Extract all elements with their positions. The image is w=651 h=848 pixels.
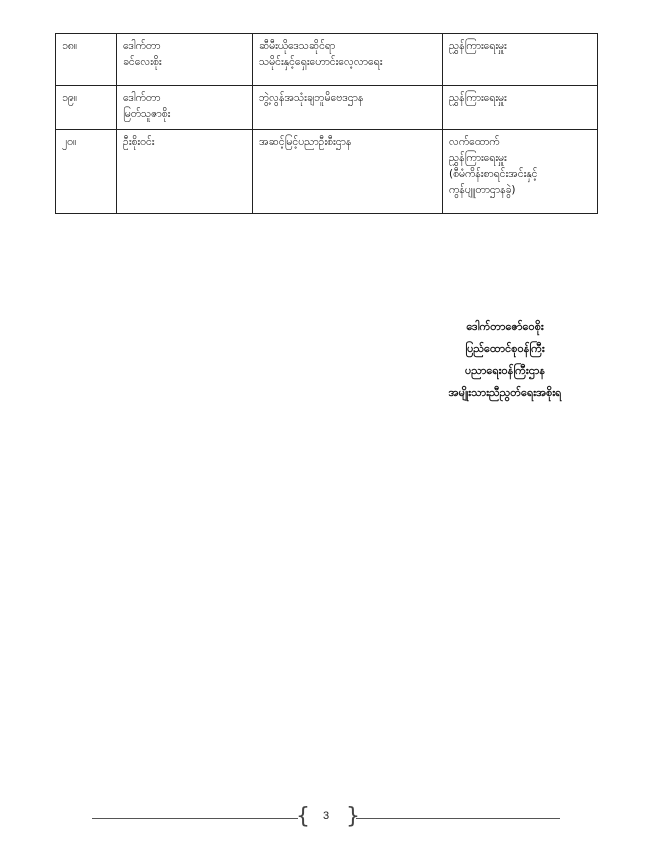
department-line: သမိုင်းနှင့်ရှေးဟောင်းလေ့လာရေး: [259, 56, 383, 68]
department-cell: [253, 130, 443, 214]
position-cell: [443, 130, 598, 214]
department-cell: [253, 34, 443, 86]
table-row: [56, 86, 598, 130]
position-line: ကွန်ပျူတာဌာနခွဲ): [449, 184, 516, 196]
bracket-left-icon: {: [296, 804, 310, 829]
position-line: (စီမံကိန်းစာရင်းအင်းနှင့်: [449, 168, 538, 180]
page-number: 3: [322, 810, 330, 822]
position-line: ညွှန်ကြားရေးမှူး: [449, 40, 507, 52]
position-cell: [443, 86, 598, 130]
department-cell: [253, 86, 443, 130]
position-line: လက်ထောက်: [449, 136, 500, 148]
name-line: ဦးစိုးဝင်း: [123, 136, 155, 148]
signatory-government: အမျိုးသားညီညွတ်ရေးအစိုးရ: [448, 386, 562, 399]
name-line: ဒေါက်တာ: [123, 40, 161, 52]
name-line: မြတ်သူဇာစိုး: [123, 108, 171, 120]
position-line: ညွှန်ကြားရေးမှူး: [449, 92, 507, 104]
bracket-right-icon: }: [346, 804, 360, 829]
table-row: [56, 34, 598, 86]
department-line: ဘွဲ့လွန်အသုံးချဘူမိဗေဒဌာန: [259, 92, 364, 104]
position-cell: [443, 34, 598, 86]
row-number: ၁၈။: [62, 40, 78, 52]
footer-rule-left: [92, 818, 298, 819]
row-number-cell: [56, 130, 117, 214]
name-line: ဒေါက်တာ: [123, 92, 161, 104]
name-cell: [117, 34, 253, 86]
name-cell: [117, 86, 253, 130]
signatory-ministry: ပညာရေးဝန်ကြီးဌာန: [464, 364, 546, 377]
position-line: ညွှန်ကြားရေးမှူး: [449, 152, 507, 164]
row-number-cell: [56, 86, 117, 130]
signatory-name: ဒေါက်တာဇော်ဝေစိုး: [466, 320, 544, 333]
signatory-title: ပြည်ထောင်စုဝန်ကြီး: [465, 342, 545, 355]
staff-table: [55, 33, 598, 214]
footer-rule-right: [356, 818, 560, 819]
row-number-cell: [56, 34, 117, 86]
name-cell: [117, 130, 253, 214]
page-footer: [92, 806, 560, 830]
row-number: ၁၉။: [62, 92, 77, 104]
table-row: [56, 130, 598, 214]
signature-block: [405, 316, 605, 404]
department-line: ဆီမီးယိုဒေသဆိုင်ရာ: [259, 40, 336, 52]
row-number: ၂၀။: [62, 136, 77, 148]
department-line: အဆင့်မြင့်ပညာဦးစီးဌာန: [259, 136, 352, 148]
name-line: ခင်လေးစိုး: [123, 56, 162, 68]
